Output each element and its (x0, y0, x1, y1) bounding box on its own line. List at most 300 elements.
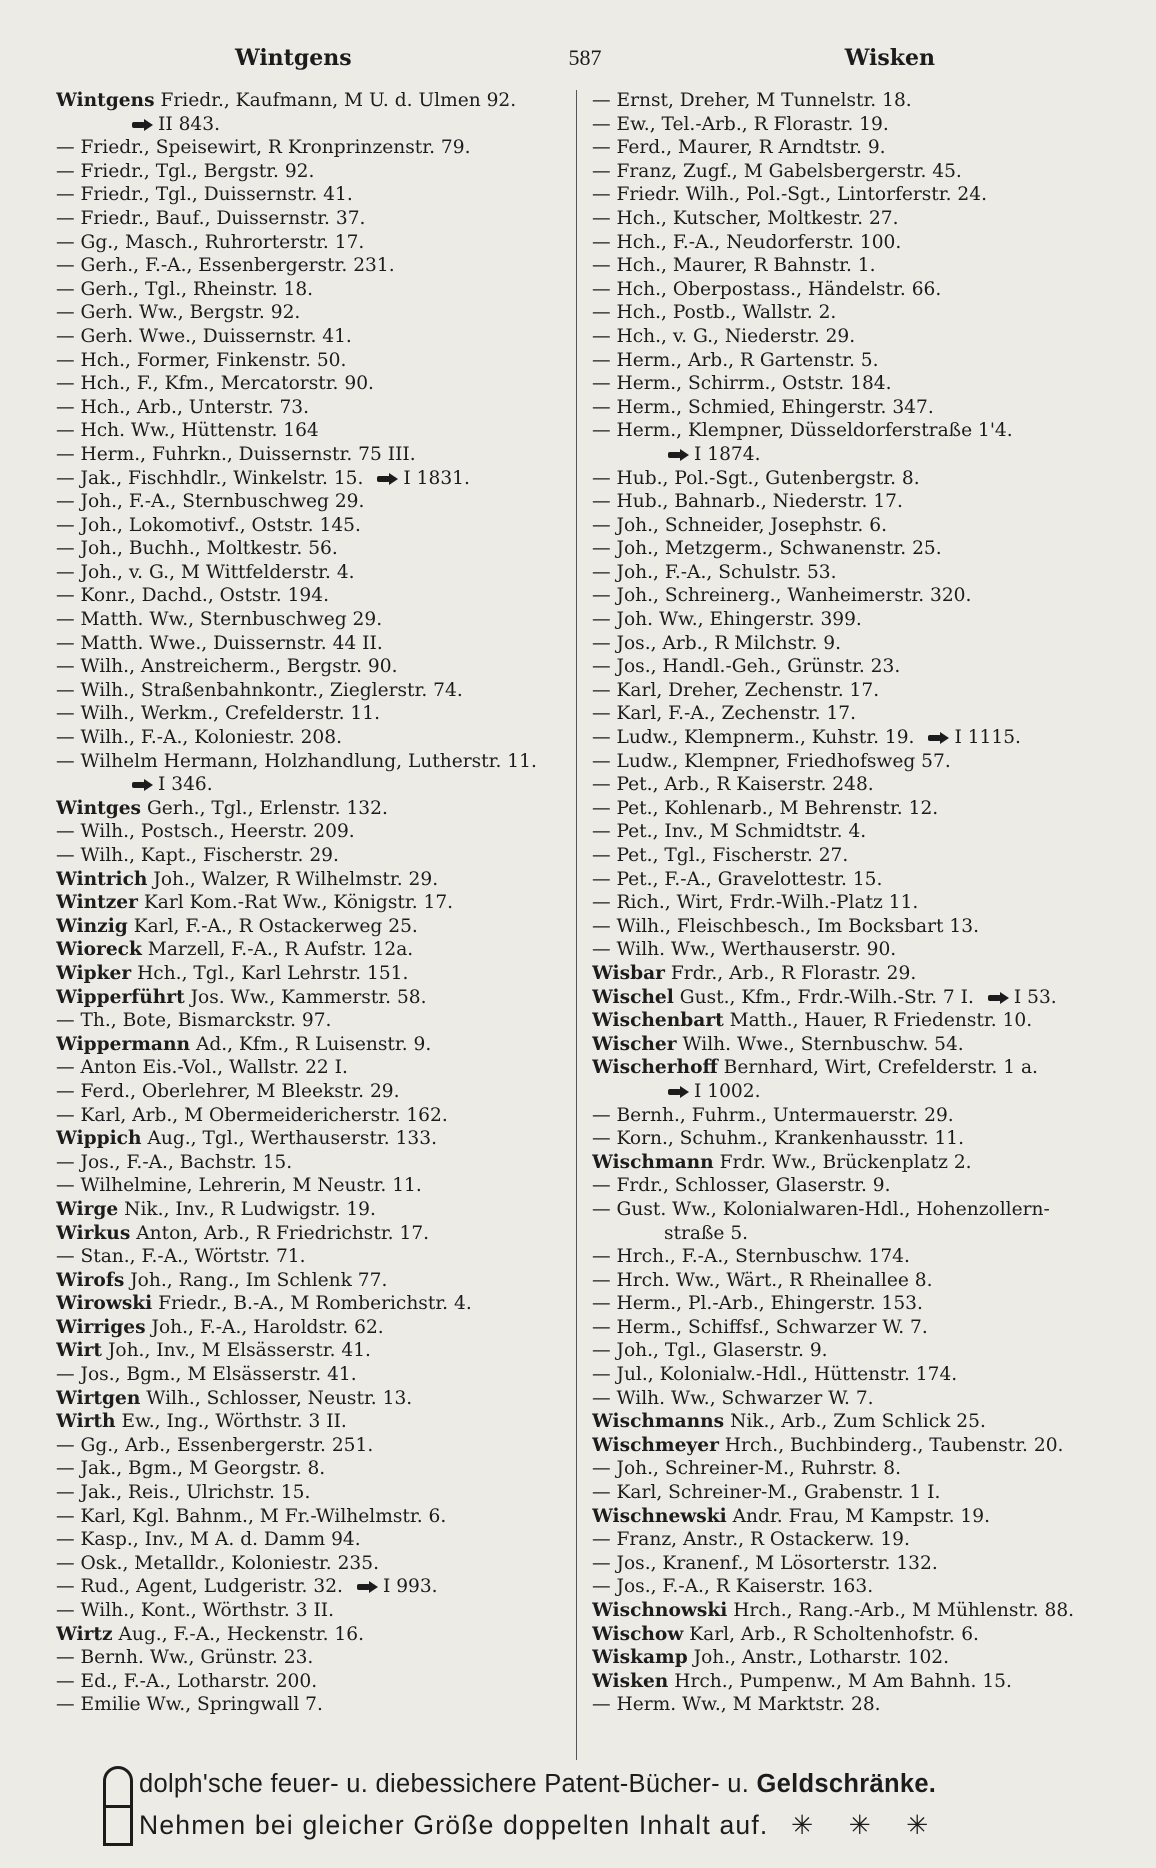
entry-text: — Karl, F.-A., Zechenstr. 17. (592, 703, 857, 725)
directory-entry (592, 1387, 1102, 1411)
directory-entry (592, 1528, 1102, 1552)
entry-text: — Franz, Zugf., M Gabelsbergerstr. 45. (592, 160, 962, 182)
entry-surname: Wischerhoff (592, 1057, 718, 1079)
entry-text: — Pet., Inv., M Schmidtstr. 4. (592, 821, 867, 843)
entry-text: — Joh. Ww., Ehingerstr. 399. (592, 609, 862, 631)
entry-surname: Winzig (56, 915, 128, 937)
ad-line-1-text: dolph'sche feuer- u. diebessichere Patent-Bücher- u. (139, 1770, 750, 1798)
directory-entry (56, 1127, 572, 1151)
directory-entry (592, 1009, 1102, 1033)
directory-entry (56, 632, 572, 656)
directory-entry (56, 1434, 572, 1458)
entry-text: — Wilh., Fleischbesch., Im Bocksbart 13. (592, 915, 979, 937)
entry-surname: Wisbar (592, 962, 665, 984)
directory-entry (56, 797, 572, 821)
directory-entry (56, 537, 572, 561)
directory-entry (56, 1575, 572, 1599)
entry-text: — Karl, Arb., M Obermeidericherstr. 162. (56, 1104, 448, 1126)
directory-entry (56, 868, 572, 892)
phone-hand-icon (668, 449, 690, 461)
entry-text: — Hch. Ww., Hüttenstr. 164 (56, 420, 319, 442)
directory-entry (56, 443, 572, 467)
entry-text: — Hrch. Ww., Wärt., R Rheinallee 8. (592, 1269, 933, 1291)
directory-entry (56, 301, 572, 325)
entry-text: — Karl, Schreiner-M., Grabenstr. 1 I. (592, 1482, 941, 1504)
directory-entry (56, 467, 572, 491)
entry-text: Karl Kom.-Rat Ww., Königstr. 17. (143, 892, 454, 914)
directory-entry (592, 1410, 1102, 1434)
entry-text: — Wilh., Anstreicherm., Bergstr. 90. (56, 656, 398, 678)
entry-text: — Hch., Postb., Wallstr. 2. (592, 302, 837, 324)
directory-entry (56, 1528, 572, 1552)
directory-entry (592, 679, 1102, 703)
directory-entry (56, 962, 572, 986)
entry-text: Joh., Walzer, R Wilhelmstr. 29. (153, 868, 439, 890)
entry-text: — Wilhelm Hermann, Holzhandlung, Lutherstr. 11. (56, 750, 537, 772)
directory-entry (56, 1009, 572, 1033)
entry-text: — Stan., F.-A., Wörtstr. 71. (56, 1246, 306, 1268)
entry-text: — Ludw., Klempnerm., Kuhstr. 19. (592, 727, 915, 749)
directory-entry (56, 1245, 572, 1269)
entry-text: — Joh., v. G., M Wittfelderstr. 4. (56, 561, 355, 583)
entry-text: Hrch., Buchbinderg., Taubenstr. 20. (724, 1434, 1064, 1456)
entry-text: — Jos., Kranenf., M Lösorterstr. 132. (592, 1552, 938, 1574)
directory-entry (56, 1646, 572, 1670)
directory-entry (56, 608, 572, 632)
entry-text: — Hub., Bahnarb., Niederstr. 17. (592, 491, 903, 513)
directory-entry (56, 1670, 572, 1694)
directory-entry (56, 1056, 572, 1080)
ad-stars: ✳ ✳ ✳ (791, 1810, 943, 1840)
directory-entry (592, 1434, 1102, 1458)
entry-text: — Ludw., Klempner, Friedhofsweg 57. (592, 750, 951, 772)
entry-text: — Pet., Tgl., Fischerstr. 27. (592, 845, 849, 866)
entry-surname: Wintges (56, 797, 142, 819)
entry-text: Ew., Ing., Wörthstr. 3 II. (121, 1411, 347, 1433)
directory-entry (56, 938, 572, 962)
directory-entry (592, 1033, 1102, 1057)
entry-surname: Wirriges (56, 1316, 146, 1338)
entry-text: — Joh., Buchh., Moltkestr. 56. (56, 538, 338, 560)
entry-text: — Karl, Kgl. Bahnm., M Fr.-Wilhelmstr. 6. (56, 1505, 447, 1527)
entry-surname: Wirofs (56, 1269, 125, 1291)
entry-surname: Wintgens (56, 90, 155, 111)
entry-text: — Frdr., Schlosser, Glaserstr. 9. (592, 1175, 891, 1197)
entry-text: — Bernh., Fuhrm., Untermauerstr. 29. (592, 1104, 954, 1126)
directory-entry (592, 1670, 1102, 1694)
header-right-keyword: Wisken (844, 45, 935, 71)
entry-phone-number: I 1831. (403, 467, 470, 489)
phone-hand-icon (668, 1086, 690, 1098)
ad-line-1 (139, 1770, 936, 1799)
entry-surname: Wippich (56, 1128, 142, 1150)
entry-text: Andr. Frau, M Kampstr. 19. (732, 1505, 990, 1527)
directory-entry (56, 207, 572, 231)
entry-text: — Korn., Schuhm., Krankenhausstr. 11. (592, 1128, 965, 1150)
entry-text: Wilh., Schlosser, Neustr. 13. (146, 1387, 413, 1409)
entry-surname: Wischel (592, 986, 674, 1008)
entry-text: — Ferd., Maurer, R Arndtstr. 9. (592, 137, 886, 159)
entry-text: Karl, F.-A., R Ostackerweg 25. (133, 915, 418, 937)
directory-entry (56, 561, 572, 585)
entry-text: — Herm., Fuhrkn., Duissernstr. 75 III. (56, 443, 416, 465)
directory-entry (592, 1552, 1102, 1576)
entry-surname: Wintzer (56, 892, 138, 914)
entry-text: — Jak., Reis., Ulrichstr. 15. (56, 1482, 311, 1504)
entry-text: — Joh., Schreinerg., Wanheimerstr. 320. (592, 585, 972, 607)
directory-entry (592, 844, 1102, 868)
directory-entry (592, 1575, 1102, 1599)
column-divider (576, 90, 577, 1760)
entry-text: — Friedr., Tgl., Duissernstr. 41. (56, 184, 353, 206)
entry-text: — Jos., F.-A., R Kaiserstr. 163. (592, 1576, 874, 1598)
entry-text: — Joh., F.-A., Schulstr. 53. (592, 561, 837, 583)
entry-text: — Wilhelmine, Lehrerin, M Neustr. 11. (56, 1175, 422, 1197)
directory-entry (56, 1623, 572, 1647)
directory-entry (592, 514, 1102, 538)
entry-text: — Gg., Masch., Ruhrorterstr. 17. (56, 231, 365, 253)
entry-text: Karl, Arb., R Scholtenhofstr. 6. (689, 1623, 979, 1645)
directory-entry (592, 113, 1102, 137)
entry-text: — Pet., Arb., R Kaiserstr. 248. (592, 774, 874, 796)
entry-text: Joh., Rang., Im Schlenk 77. (130, 1269, 388, 1291)
entry-text: — Gerh. Ww., Bergstr. 92. (56, 302, 301, 324)
entry-phone-number: I 993. (382, 1576, 438, 1598)
directory-entry (56, 1292, 572, 1316)
entry-text: Hrch., Pumpenw., M Am Bahnh. 15. (674, 1670, 1012, 1692)
entry-text: — Friedr., Tgl., Bergstr. 92. (56, 160, 315, 182)
entry-text: — Emilie Ww., Springwall 7. (56, 1694, 323, 1716)
directory-entry (592, 467, 1102, 491)
entry-surname: Wirkus (56, 1222, 131, 1244)
directory-entry (592, 1457, 1102, 1481)
entry-text: — Jos., Handl.-Geh., Grünstr. 23. (592, 656, 901, 678)
header-left-keyword: Wintgens (235, 45, 352, 71)
entry-text: Joh., Inv., M Elsässerstr. 41. (107, 1340, 371, 1362)
entry-text: — Gust. Ww., Kolonialwaren-Hdl., Hohenzollern- (592, 1198, 1050, 1220)
directory-entry (56, 1033, 572, 1057)
entry-text: Nik., Inv., R Ludwigstr. 19. (124, 1198, 376, 1220)
entry-text: — Herm. Ww., M Marktstr. 28. (592, 1694, 881, 1716)
ad-line-2 (139, 1810, 942, 1841)
entry-text: Nik., Arb., Zum Schlick 25. (730, 1411, 986, 1433)
directory-entry (592, 986, 1102, 1010)
entry-text: Jos. Ww., Kammerstr. 58. (190, 986, 427, 1008)
directory-entry (592, 726, 1102, 750)
directory-entry (592, 1269, 1102, 1293)
entry-text: — Hch., Maurer, R Bahnstr. 1. (592, 255, 876, 277)
directory-entry (592, 1646, 1102, 1670)
directory-entry (56, 183, 572, 207)
entry-surname: Wipker (56, 962, 132, 984)
entry-text: Frdr., Arb., R Florastr. 29. (670, 962, 917, 984)
directory-entry (592, 254, 1102, 278)
ad-initial-letter (103, 1766, 133, 1846)
right-column (592, 89, 1102, 1849)
entry-text: — Herm., Klempner, Düsseldorferstraße 1'4. (592, 420, 1013, 442)
entry-text: — Joh., Lokomotivf., Oststr. 145. (56, 514, 361, 536)
entry-surname: Wischmanns (592, 1411, 725, 1433)
entry-text: Gerh., Tgl., Erlenstr. 132. (146, 797, 388, 819)
directory-entry (56, 1080, 572, 1104)
directory-entry (592, 655, 1102, 679)
directory-entry (592, 278, 1102, 302)
left-column (56, 89, 572, 1849)
directory-entry (56, 1363, 572, 1387)
directory-entry (592, 1599, 1102, 1623)
entry-text: — Jos., F.-A., Bachstr. 15. (56, 1151, 293, 1173)
page-header (60, 38, 1100, 78)
directory-entry (592, 632, 1102, 656)
directory-entry (592, 231, 1102, 255)
entry-surname: Wioreck (56, 939, 142, 961)
entry-text: — Herm., Schiffsf., Schwarzer W. 7. (592, 1316, 928, 1338)
phone-hand-icon (988, 992, 1010, 1004)
directory-entry (56, 89, 572, 113)
directory-entry (56, 750, 572, 774)
entry-text: — Hrch., F.-A., Sternbuschw. 174. (592, 1246, 910, 1268)
directory-entry (592, 136, 1102, 160)
entry-text: — Franz, Anstr., R Ostackerw. 19. (592, 1529, 910, 1551)
entry-text: Hch., Tgl., Karl Lehrstr. 151. (137, 962, 409, 984)
entry-surname: Wischmann (592, 1151, 714, 1173)
entry-text: — Jul., Kolonialw.-Hdl., Hüttenstr. 174. (592, 1364, 958, 1386)
directory-entry (56, 986, 572, 1010)
entry-text: — Bernh. Ww., Grünstr. 23. (56, 1647, 314, 1669)
entry-text: I 1002. (694, 1080, 761, 1102)
entry-text: — Rich., Wirt, Frdr.-Wilh.-Platz 11. (592, 892, 919, 914)
entry-text: — Ernst, Dreher, M Tunnelstr. 18. (592, 90, 912, 111)
entry-text: — Joh., F.-A., Sternbuschweg 29. (56, 491, 365, 513)
entry-text: — Jos., Arb., R Milchstr. 9. (592, 632, 842, 654)
directory-entry (592, 797, 1102, 821)
entry-text: I 346. (158, 774, 213, 796)
entry-phone-number: I 1115. (954, 727, 1021, 749)
directory-entry (56, 490, 572, 514)
directory-entry (56, 891, 572, 915)
entry-text: — Wilh., Kont., Wörthstr. 3 II. (56, 1600, 335, 1621)
directory-entry (592, 183, 1102, 207)
entry-text: — Herm., Schmied, Ehingerstr. 347. (592, 396, 934, 418)
directory-entry (56, 419, 572, 443)
directory-entry (56, 160, 572, 184)
entry-text: — Kasp., Inv., M A. d. Damm 94. (56, 1529, 361, 1551)
directory-entry (56, 254, 572, 278)
directory-entry (56, 278, 572, 302)
entry-text: — Wilh. Ww., Schwarzer W. 7. (592, 1387, 874, 1409)
directory-entry (592, 561, 1102, 585)
entry-text: Joh., Anstr., Lotharstr. 102. (693, 1647, 950, 1669)
directory-entry (592, 1056, 1102, 1080)
directory-entry (56, 1174, 572, 1198)
entry-text: — Pet., F.-A., Gravelottestr. 15. (592, 868, 883, 890)
entry-surname: Wisken (592, 1670, 669, 1692)
entry-text: — Gerh., Tgl., Rheinstr. 18. (56, 278, 314, 300)
directory-entry (56, 113, 572, 137)
directory-entry (592, 349, 1102, 373)
entry-text: Friedr., Kaufmann, M U. d. Ulmen 92. (160, 90, 517, 111)
directory-entry (592, 1198, 1102, 1222)
directory-entry (592, 608, 1102, 632)
directory-entry (592, 750, 1102, 774)
directory-entry (592, 1693, 1102, 1717)
entry-text: — Joh., Tgl., Glaserstr. 9. (592, 1340, 828, 1362)
entry-text: — Wilh., Postsch., Heerstr. 209. (56, 821, 355, 843)
entry-text: — Gerh. Wwe., Duissernstr. 41. (56, 325, 352, 347)
directory-entry (592, 372, 1102, 396)
directory-entry (56, 1339, 572, 1363)
directory-entry (592, 1363, 1102, 1387)
entry-text: — Wilh., Kapt., Fischerstr. 29. (56, 845, 339, 866)
directory-entry (592, 1222, 1102, 1246)
directory-entry (56, 1151, 572, 1175)
entry-surname: Wipperführt (56, 986, 185, 1008)
phone-hand-icon (357, 1581, 379, 1593)
entry-text: Ad., Kfm., R Luisenstr. 9. (195, 1033, 432, 1055)
directory-entry (56, 231, 572, 255)
directory-entry (592, 1316, 1102, 1340)
entry-text: Anton, Arb., R Friedrichstr. 17. (136, 1222, 430, 1244)
entry-text: — Hch., Former, Finkenstr. 50. (56, 349, 347, 371)
directory-entry (56, 773, 572, 797)
entry-text: — Herm., Pl.-Arb., Ehingerstr. 153. (592, 1293, 923, 1315)
entry-surname: Wirt (56, 1340, 103, 1362)
directory-entry (592, 820, 1102, 844)
entry-text: Aug., F.-A., Heckenstr. 16. (118, 1623, 365, 1645)
entry-text: Marzell, F.-A., R Aufstr. 12a. (147, 939, 414, 961)
entry-surname: Wirtgen (56, 1387, 141, 1409)
entry-surname: Wirtz (56, 1623, 113, 1645)
phone-hand-icon (132, 119, 154, 131)
entry-text: — Joh., Schneider, Josephstr. 6. (592, 514, 887, 536)
directory-entry (56, 655, 572, 679)
entry-text: — Joh., Metzgerm., Schwanenstr. 25. (592, 538, 942, 560)
entry-text: — Gerh., F.-A., Essenbergerstr. 231. (56, 255, 395, 277)
entry-surname: Wiskamp (592, 1647, 688, 1669)
entry-text: — Ed., F.-A., Lotharstr. 200. (56, 1670, 318, 1692)
entry-text: Hrch., Rang.-Arb., M Mühlenstr. 88. (733, 1600, 1075, 1621)
directory-entry (592, 1127, 1102, 1151)
directory-entry (592, 490, 1102, 514)
entry-surname: Wintrich (56, 868, 148, 890)
entry-text: — Th., Bote, Bismarckstr. 97. (56, 1010, 332, 1032)
directory-entry (56, 844, 572, 868)
directory-entry (56, 726, 572, 750)
directory-entry (592, 160, 1102, 184)
entry-text: — Rud., Agent, Ludgeristr. 32. (56, 1576, 343, 1598)
directory-entry (592, 1292, 1102, 1316)
directory-entry (592, 207, 1102, 231)
entry-text: — Friedr. Wilh., Pol.-Sgt., Lintorferstr. 24. (592, 184, 987, 206)
directory-entry (56, 396, 572, 420)
entry-text: — Jak., Fischhdlr., Winkelstr. 15. (56, 467, 364, 489)
entry-text: Joh., F.-A., Haroldstr. 62. (151, 1316, 384, 1338)
entry-surname: Wischnowski (592, 1600, 728, 1621)
directory-entry (56, 1552, 572, 1576)
entry-surname: Wischer (592, 1033, 677, 1055)
directory-entry (592, 962, 1102, 986)
directory-entry (592, 537, 1102, 561)
directory-entry (592, 1339, 1102, 1363)
directory-entry (592, 1151, 1102, 1175)
phone-hand-icon (132, 779, 154, 791)
phone-hand-icon (377, 473, 399, 485)
entry-text: — Hch., Oberpostass., Händelstr. 66. (592, 278, 942, 300)
entry-text: — Ew., Tel.-Arb., R Florastr. 19. (592, 113, 889, 135)
entry-text: — Gg., Arb., Essenbergerstr. 251. (56, 1434, 374, 1456)
directory-entry (592, 419, 1102, 443)
directory-entry (56, 702, 572, 726)
entry-text: — Hch., F.-A., Neudorferstr. 100. (592, 231, 902, 253)
entry-text: — Joh., Schreiner-M., Ruhrstr. 8. (592, 1458, 902, 1480)
directory-entry (56, 1599, 572, 1623)
advertisement (103, 1762, 1103, 1858)
directory-entry (592, 868, 1102, 892)
page-number: 587 (568, 45, 602, 70)
entry-text: Gust., Kfm., Frdr.-Wilh.-Str. 7 I. (679, 986, 974, 1008)
directory-entry (592, 891, 1102, 915)
entry-text: I 1874. (694, 443, 761, 465)
entry-text: Bernhard, Wirt, Crefelderstr. 1 a. (723, 1057, 1038, 1079)
entry-surname: Wirowski (56, 1293, 153, 1315)
entry-text: — Herm., Arb., R Gartenstr. 5. (592, 349, 879, 371)
directory-entry (56, 820, 572, 844)
entry-text: Wilh. Wwe., Sternbuschw. 54. (682, 1033, 964, 1055)
directory-entry (592, 443, 1102, 467)
directory-entry (56, 1410, 572, 1434)
directory-entry (592, 396, 1102, 420)
directory-entry (56, 1693, 572, 1717)
directory-entry (56, 1198, 572, 1222)
ad-line-2-text: Nehmen bei gleicher Größe doppelten Inhalt auf. (139, 1810, 769, 1840)
entry-surname: Wischow (592, 1623, 684, 1645)
directory-entry (592, 938, 1102, 962)
entry-text: II 843. (158, 113, 221, 135)
entry-text: — Wilh. Ww., Werthauserstr. 90. (592, 939, 897, 961)
directory-entry (56, 136, 572, 160)
entry-text: — Pet., Kohlenarb., M Behrenstr. 12. (592, 797, 939, 819)
entry-text: — Hch., Kutscher, Moltkestr. 27. (592, 207, 899, 229)
entry-text: Frdr. Ww., Brückenplatz 2. (719, 1151, 972, 1173)
entry-surname: Wischmeyer (592, 1434, 719, 1456)
ad-line-1-bold: Geldschränke. (756, 1770, 937, 1798)
entry-text: — Hub., Pol.-Sgt., Gutenbergstr. 8. (592, 467, 920, 489)
directory-entry (592, 915, 1102, 939)
directory-entry (56, 1104, 572, 1128)
entry-text: — Matth. Ww., Sternbuschweg 29. (56, 609, 383, 631)
entry-text: — Jak., Bgm., M Georgstr. 8. (56, 1458, 326, 1480)
directory-entry (56, 1481, 572, 1505)
entry-text: Aug., Tgl., Werthauserstr. 133. (147, 1128, 437, 1150)
directory-entry (56, 372, 572, 396)
entry-text: Matth., Hauer, R Friedenstr. 10. (729, 1010, 1033, 1032)
directory-entry (56, 1316, 572, 1340)
entry-text: straße 5. (664, 1222, 749, 1244)
entry-text: — Ferd., Oberlehrer, M Bleekstr. 29. (56, 1080, 400, 1102)
entry-text: — Anton Eis.-Vol., Wallstr. 22 I. (56, 1057, 348, 1079)
entry-text: — Jos., Bgm., M Elsässerstr. 41. (56, 1364, 357, 1386)
entry-text: — Wilh., Werkm., Crefelderstr. 11. (56, 703, 381, 725)
directory-entry (592, 1623, 1102, 1647)
directory-entry (56, 514, 572, 538)
directory-entry (56, 1269, 572, 1293)
directory-entry (56, 1387, 572, 1411)
entry-surname: Wirth (56, 1411, 116, 1433)
entry-surname: Wirge (56, 1198, 119, 1220)
directory-entry (592, 89, 1102, 113)
entry-text: Friedr., B.-A., M Romberichstr. 4. (158, 1293, 472, 1315)
directory-entry (56, 584, 572, 608)
